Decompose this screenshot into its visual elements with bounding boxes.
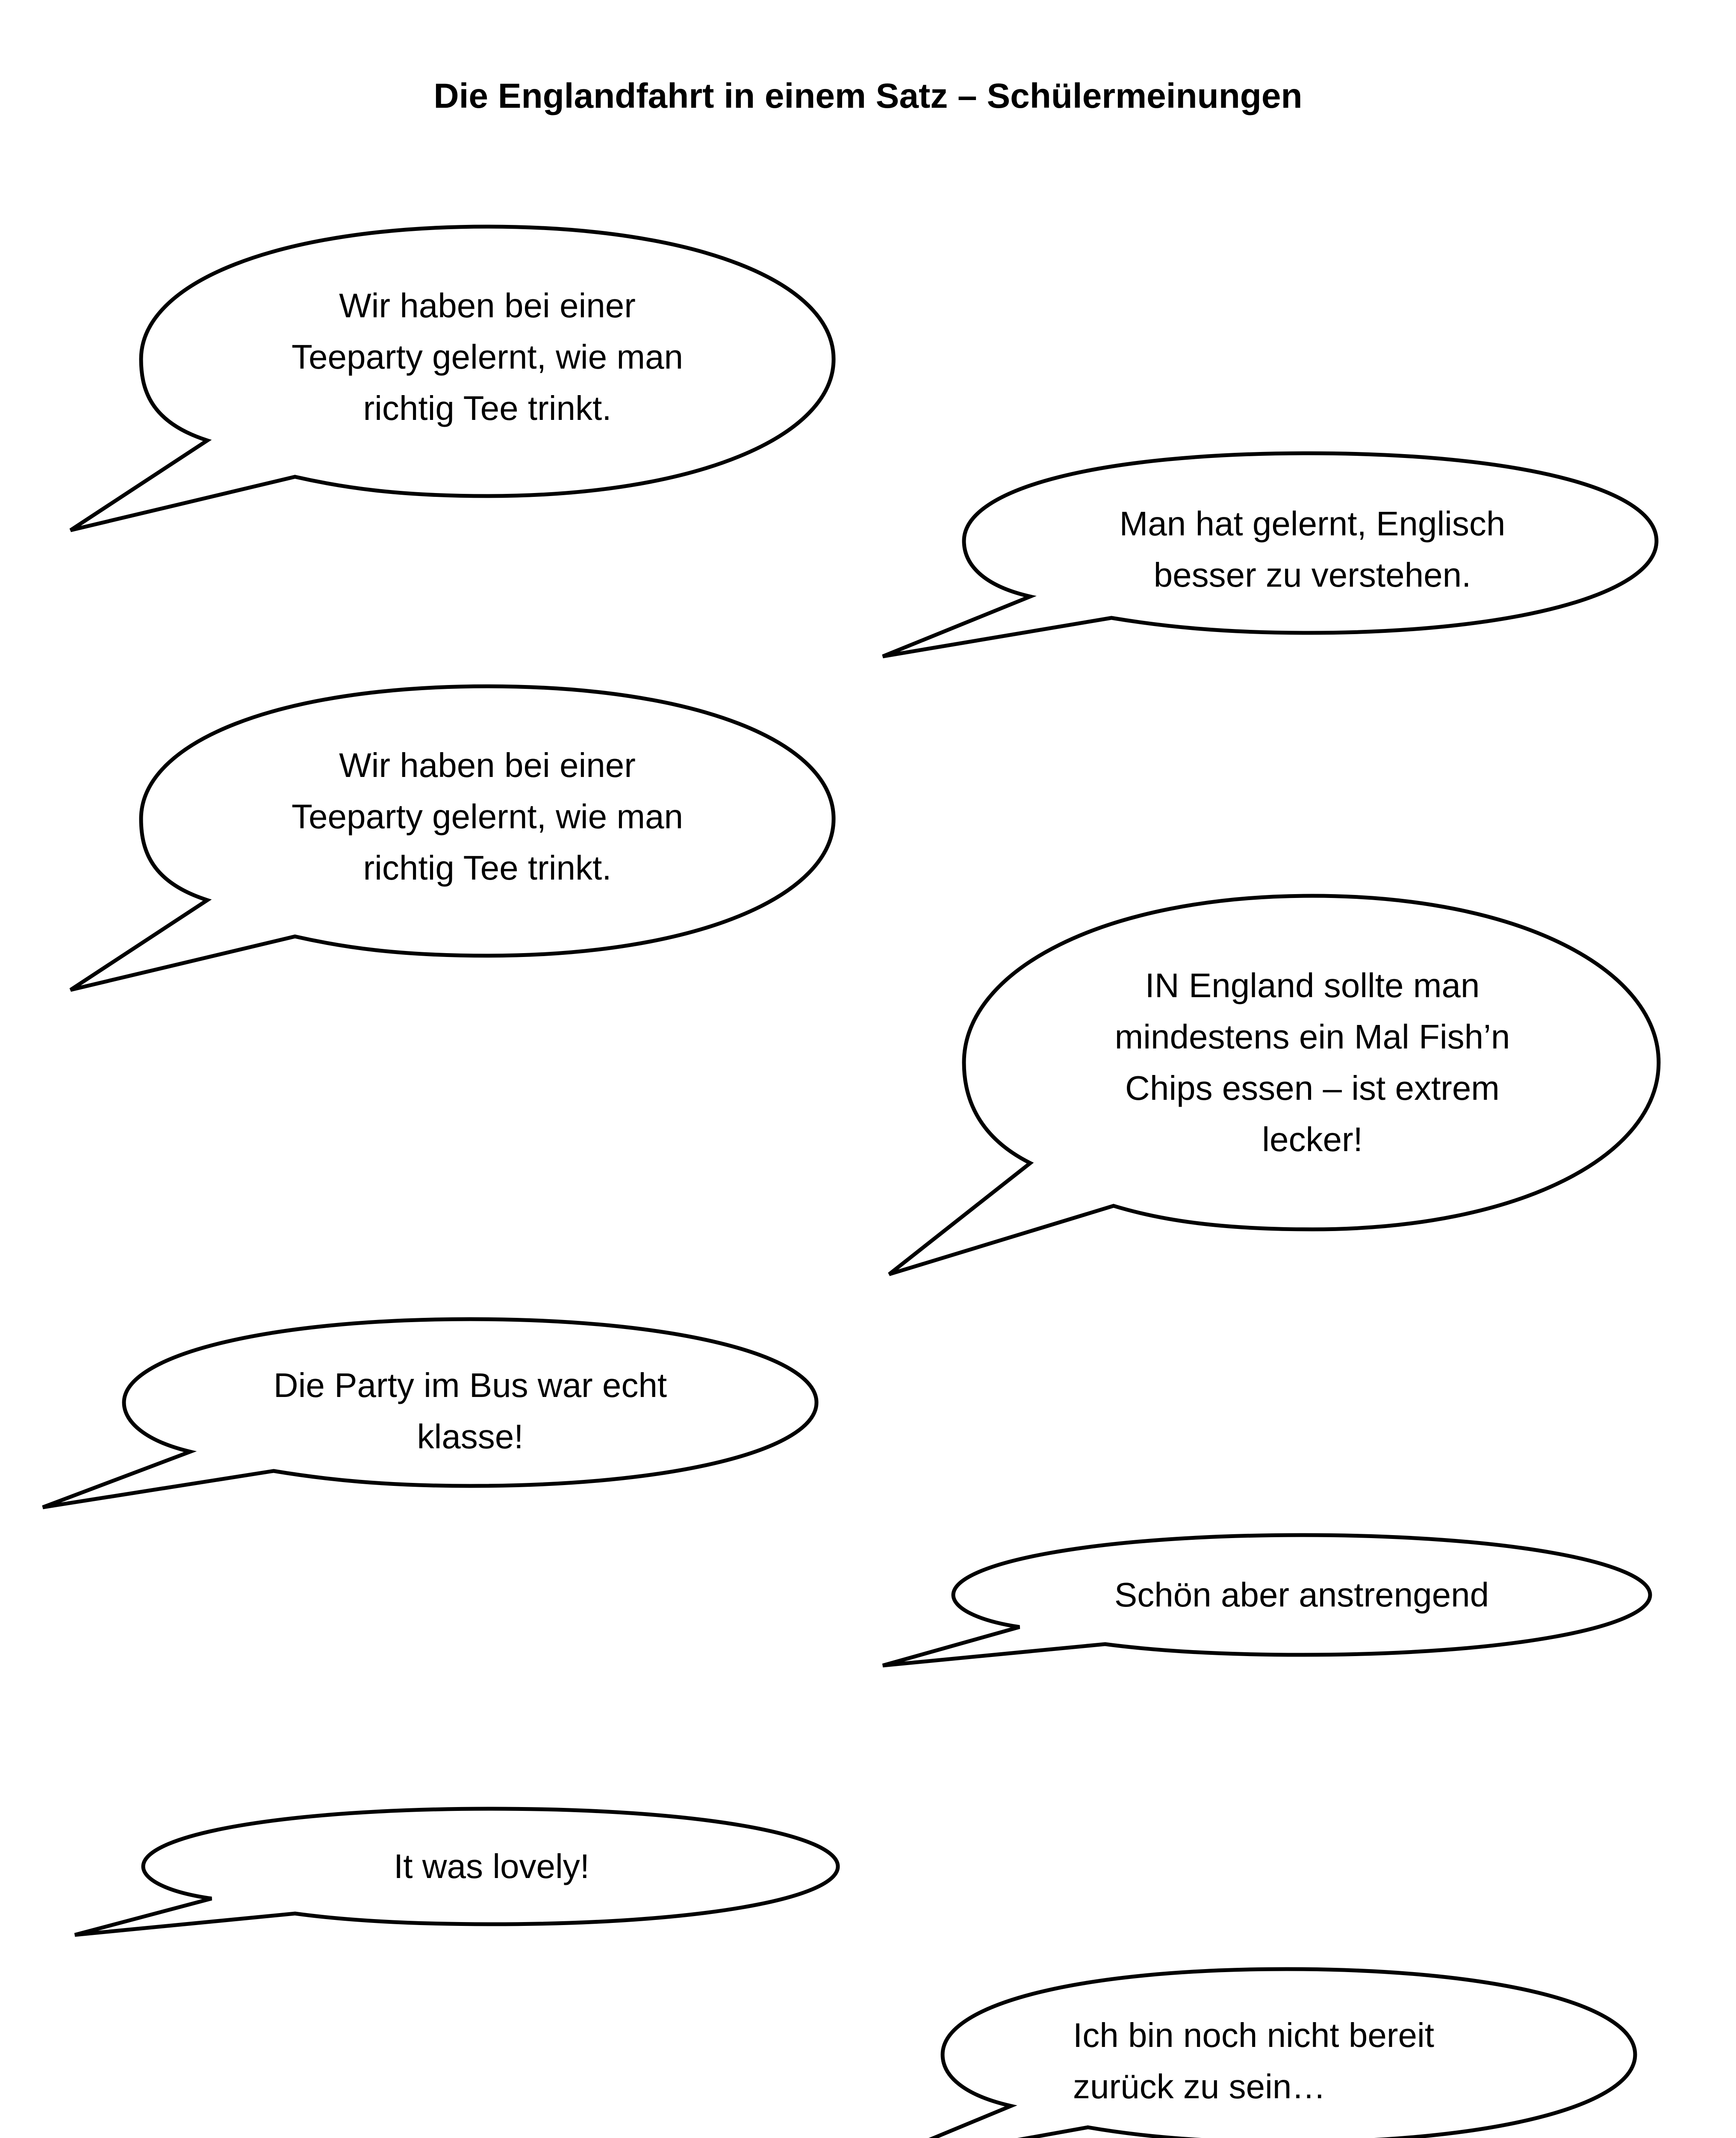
bubble-text: Ich bin noch nicht bereit zurück zu sein… <box>1073 2016 1434 2106</box>
bubble-text: IN England sollte man mindestens ein Mal Fish’n Chips essen – ist extrem lecker! <box>1114 966 1510 1158</box>
bubble-text: Schön aber anstrengend <box>1114 1576 1489 1614</box>
page-title: Die Englandfahrt in einem Satz – Schülermeinungen <box>433 77 1303 115</box>
bubble-text: Die Party im Bus war echt klasse! <box>273 1366 667 1456</box>
bubble-text: Wir haben bei einer Teeparty gelernt, wie man richtig Tee trinkt. <box>291 746 683 887</box>
bubble-text: Wir haben bei einer Teeparty gelernt, wie man richtig Tee trinkt. <box>291 286 683 427</box>
bubble-text: It was lovely! <box>394 1847 589 1885</box>
bubble-text: Man hat gelernt, Englisch besser zu verstehen. <box>1119 505 1506 594</box>
